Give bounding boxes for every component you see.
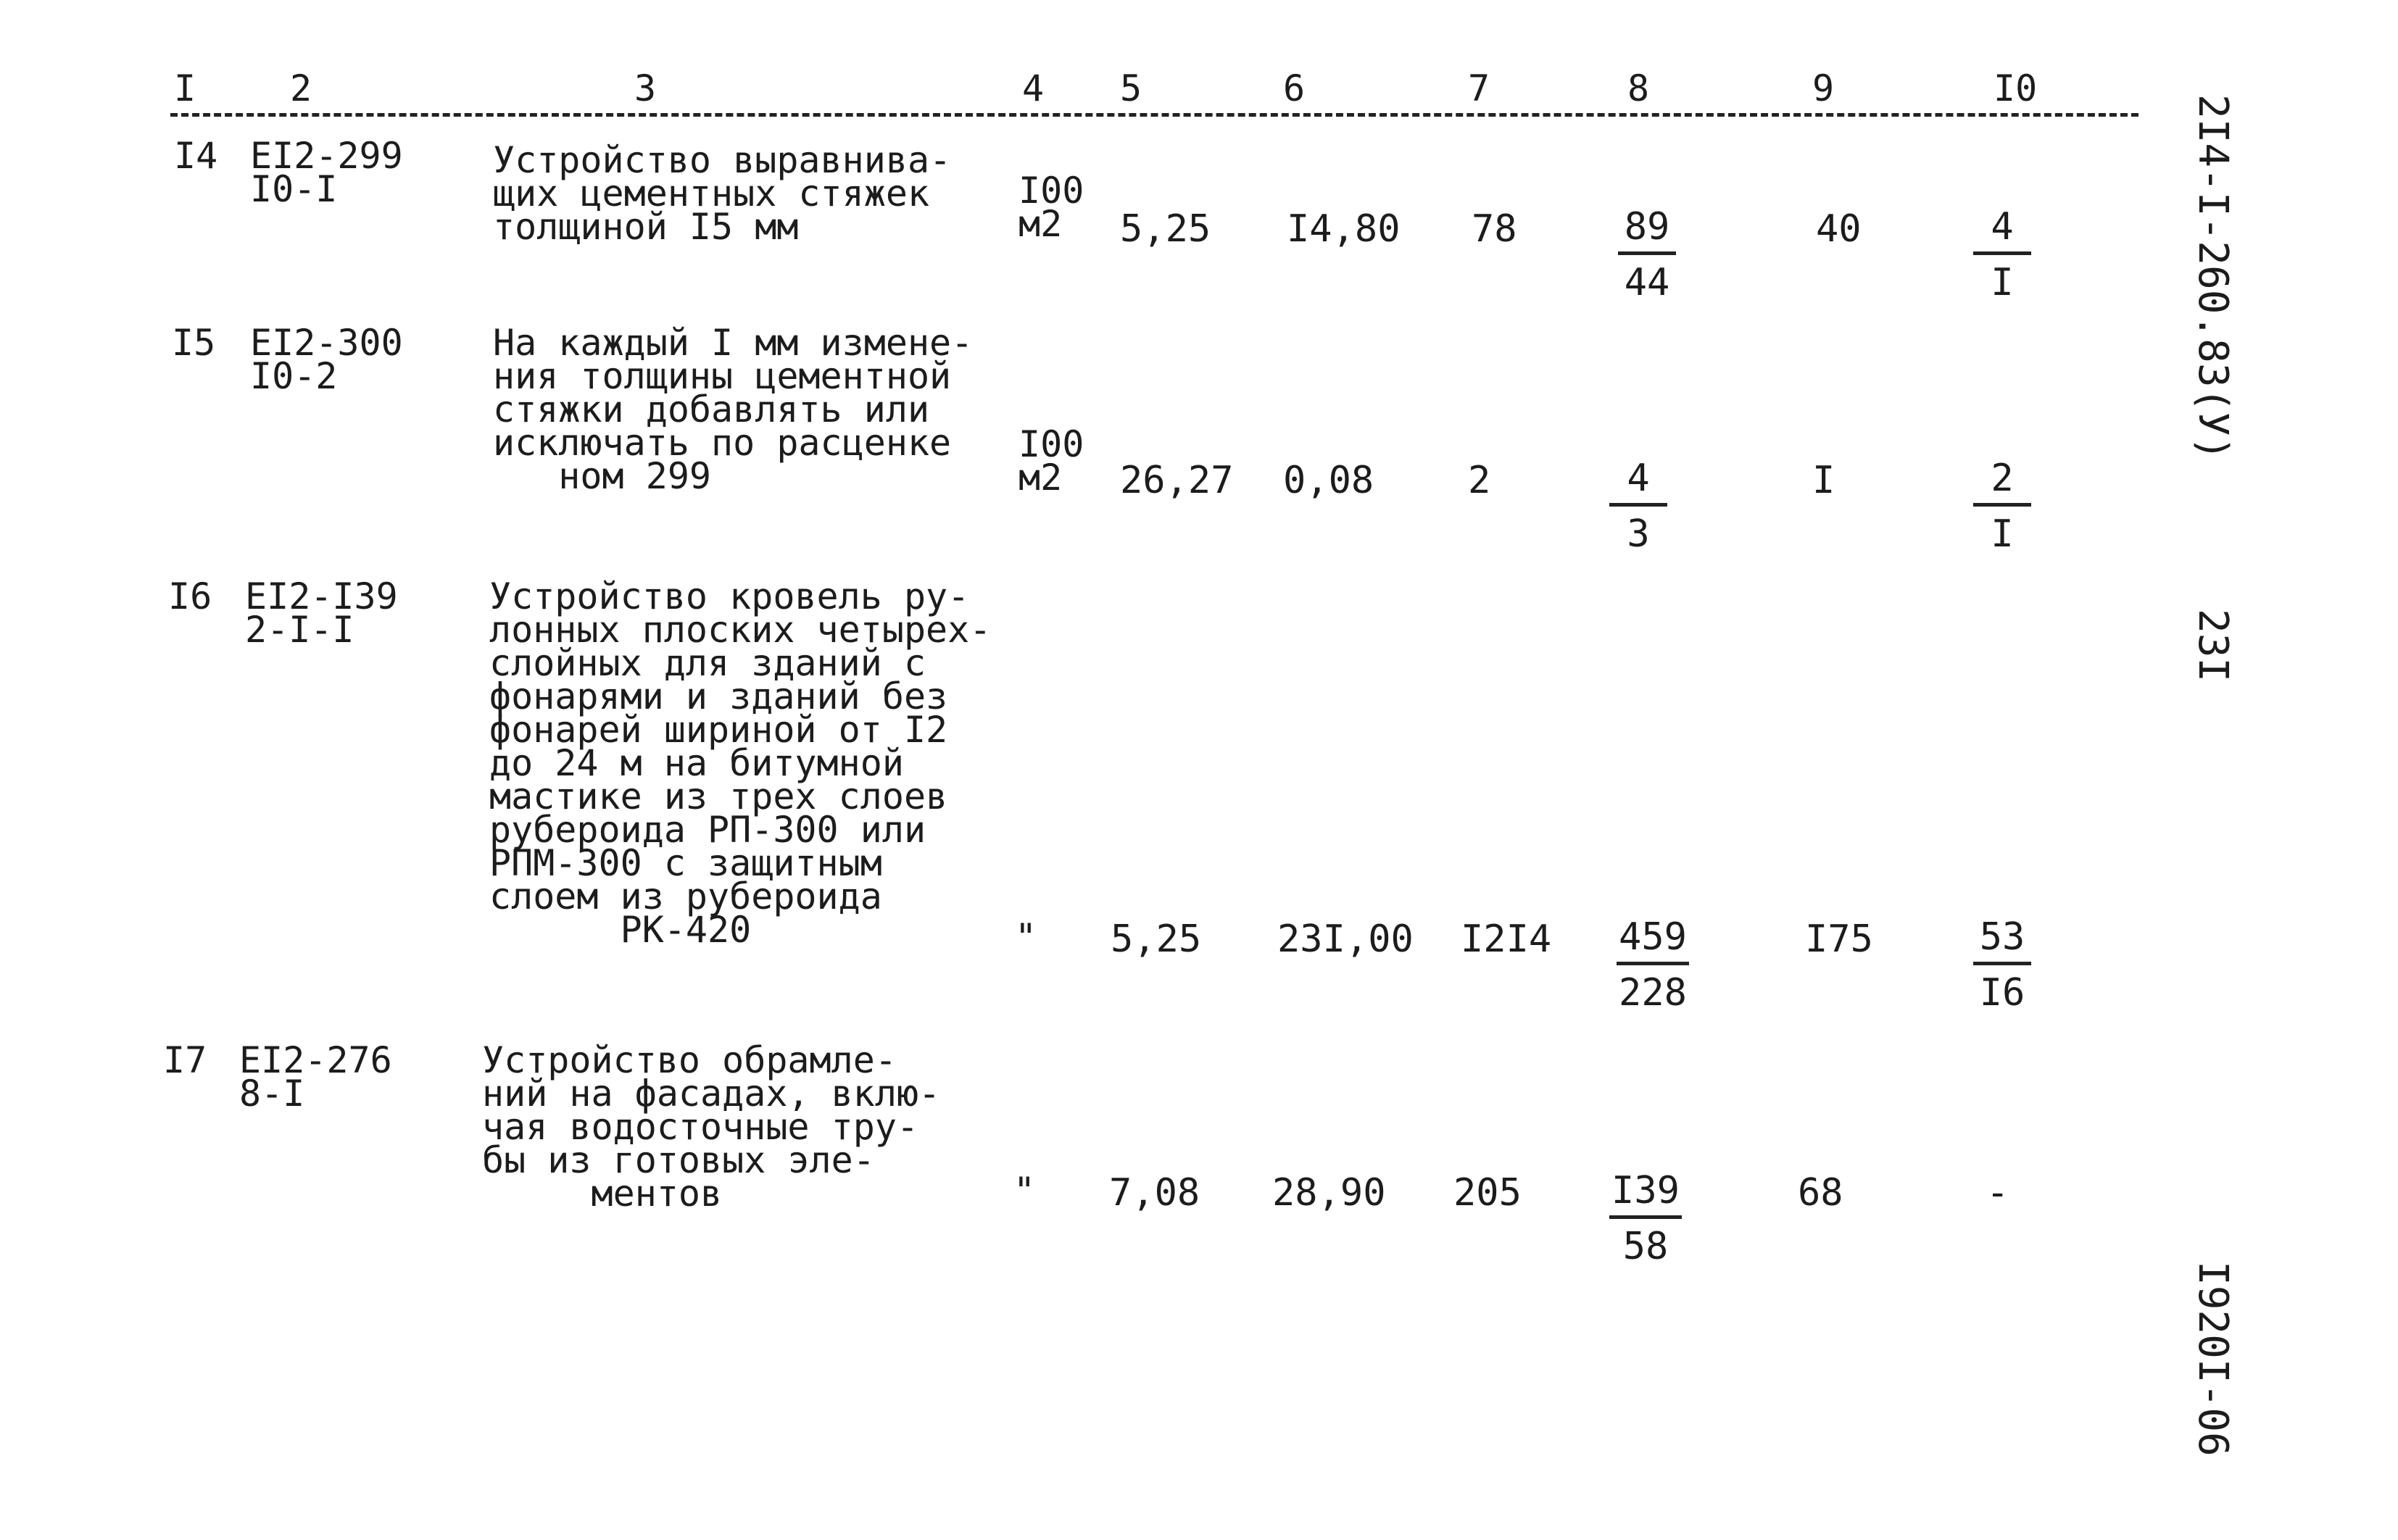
col-header-9: 9 [1812, 67, 1835, 109]
fraction-denominator: I6 [1979, 971, 2025, 1015]
col10-fraction [1973, 458, 2031, 554]
work-description: На каждый I мм измене- ния толщины цементной стяжки добавлять или исключать по расценке ном 299 [493, 322, 974, 497]
col-header-4: 4 [1022, 67, 1045, 109]
fraction-bar [1617, 962, 1689, 965]
fraction-bar [1618, 251, 1676, 255]
norm-code: EI2-276 8-I [239, 1039, 392, 1115]
col7-value: I2I4 [1461, 917, 1552, 961]
col9-value: 40 [1816, 207, 1862, 251]
fraction-numerator: 53 [1979, 915, 2025, 959]
col-header-7: 7 [1468, 67, 1490, 109]
fraction-denominator: 58 [1622, 1225, 1669, 1268]
col5-value: 5,25 [1111, 917, 1202, 961]
fraction-bar [1973, 962, 2031, 965]
col8-fraction [1609, 1170, 1682, 1267]
work-description: Устройство выравнива- щих цементных стяжек толщиной I5 мм [493, 139, 952, 248]
col7-value: 2 [1468, 459, 1491, 502]
fraction-bar [1609, 503, 1667, 507]
col9-value: I75 [1805, 917, 1873, 961]
fraction-numerator: 2 [1991, 457, 2014, 500]
row-number: I5 [172, 322, 216, 364]
col5-value: 26,27 [1120, 459, 1234, 502]
col7-value: 205 [1453, 1171, 1522, 1215]
col6-value: I4,80 [1287, 207, 1401, 251]
page-number: 23I [2189, 609, 2236, 683]
row-number: I7 [163, 1039, 207, 1081]
document-code: 2I4-I-260.83(У) [2189, 94, 2236, 461]
col10-fraction [1973, 207, 2031, 303]
fraction-numerator: I39 [1611, 1169, 1680, 1212]
col10-fraction [1973, 917, 2031, 1013]
col10-value: - [1986, 1171, 2009, 1215]
col5-value: 7,08 [1109, 1171, 1200, 1215]
unit-ditto: " [1015, 916, 1037, 958]
fraction-denominator: I [1991, 261, 2014, 304]
norm-code: EI2-300 I0-2 [250, 322, 403, 397]
unit: I00 м2 [1018, 423, 1084, 499]
col-header-6: 6 [1283, 67, 1306, 109]
col7-value: 78 [1472, 207, 1517, 251]
col-header-10: I0 [1994, 67, 2038, 109]
col6-value: 23I,00 [1277, 917, 1414, 961]
row-number: I6 [168, 575, 212, 617]
col-header-3: 3 [634, 67, 657, 109]
col-header-8: 8 [1627, 67, 1650, 109]
fraction-denominator: 44 [1624, 261, 1670, 304]
col6-value: 28,90 [1272, 1171, 1386, 1215]
fraction-bar [1973, 503, 2031, 507]
col8-fraction [1609, 458, 1667, 554]
fraction-denominator: I [1991, 512, 2014, 556]
col6-value: 0,08 [1283, 459, 1374, 502]
row-number: I4 [174, 135, 218, 177]
work-description: Устройство обрамле- ний на фасадах, вклю- чая водосточные тру- бы из готовых эле- ментов [482, 1039, 941, 1215]
col-header-2: 2 [290, 67, 312, 109]
norm-code: EI2-299 I0-I [250, 135, 403, 210]
norm-code: EI2-I39 2-I-I [245, 575, 398, 651]
col-header-5: 5 [1120, 67, 1142, 109]
fraction-denominator: 3 [1627, 512, 1650, 556]
unit: I00 м2 [1018, 170, 1084, 245]
fraction-numerator: 89 [1624, 205, 1670, 249]
col5-value: 5,25 [1120, 207, 1211, 251]
col9-value: I [1812, 459, 1835, 502]
col8-fraction [1618, 207, 1676, 303]
unit-ditto: " [1013, 1170, 1036, 1212]
sheet-number: I920I-06 [2189, 1261, 2236, 1457]
col8-fraction [1617, 917, 1689, 1013]
fraction-numerator: 4 [1627, 457, 1650, 500]
fraction-bar [1973, 251, 2031, 255]
fraction-numerator: 4 [1991, 205, 2014, 249]
fraction-numerator: 459 [1619, 915, 1687, 959]
col-header-1: I [174, 67, 196, 109]
col9-value: 68 [1798, 1171, 1843, 1215]
fraction-bar [1609, 1215, 1682, 1219]
work-description: Устройство кровель ру- лонных плоских четырех- слойных для зданий с фонарями и зданий без фонарей шириной от I2 до 24 м на битумной мастике из трех слоев рубероида РП-300 или РПМ-300 с защитным слоем из рубероида РК-420 [489, 575, 992, 951]
fraction-denominator: 228 [1619, 971, 1687, 1015]
header-rule [170, 113, 2138, 117]
